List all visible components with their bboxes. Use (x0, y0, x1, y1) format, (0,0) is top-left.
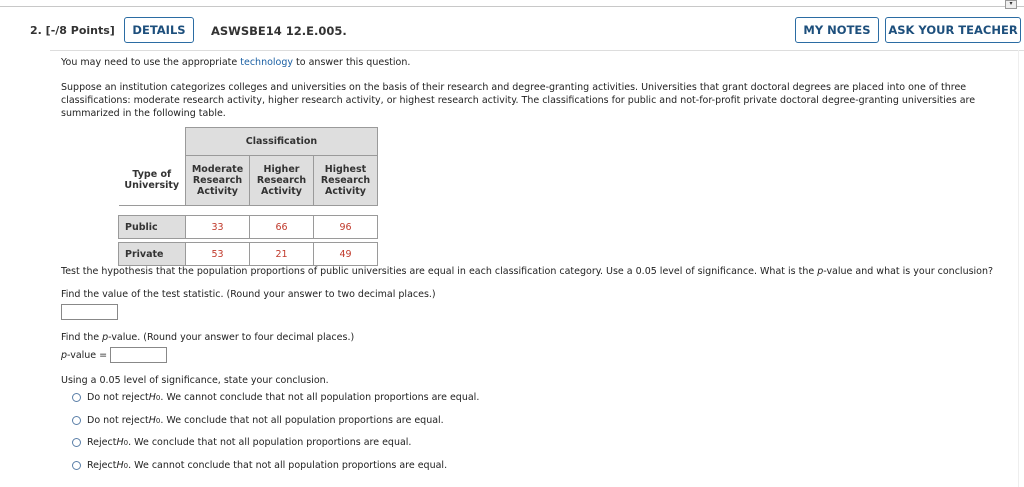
pvalue-input[interactable] (110, 347, 167, 363)
hypothesis-text: Test the hypothesis that the population proportions of public universities are equal in each classification category. Use a 0.05 level of significance. What is the p-value and what is your conclusion? (61, 266, 994, 277)
cell-value: 53 (186, 243, 250, 266)
table-row (119, 243, 378, 266)
conclusion-prompt: Using a 0.05 level of significance, state your conclusion. (61, 375, 329, 386)
test-statistic-prompt: Find the value of the test statistic. (Round your answer to two decimal places.) (61, 289, 436, 300)
pvalue-label: p-value = (61, 350, 108, 361)
option-reject-conclude[interactable]: Reject H 0 . We conclude that not all population proportions are equal. (72, 437, 411, 448)
cell-value: 21 (250, 243, 314, 266)
test-statistic-input[interactable] (61, 304, 118, 320)
cell-value: 66 (250, 216, 314, 239)
cell-value: 96 (314, 216, 378, 239)
cell-value: 49 (314, 243, 378, 266)
option-do-not-reject-conclude[interactable]: Do not reject H 0 . We conclude that not all population proportions are equal. (72, 415, 444, 426)
problem-description: Suppose an institution categorizes colleges and universities on the basis of their research and degree-granting activities. Universities that grant doctoral degrees are placed into one of three classifications: moderate research activity, higher research activity, or highest research activity. The classifications for public and not-for-profit private doctoral degree-granting universities are summarized in the following table. (61, 82, 976, 119)
technology-link[interactable]: technology (240, 57, 294, 68)
col-moderate-header: Moderate Research Activity (186, 156, 250, 206)
radio-button[interactable] (72, 416, 81, 425)
row-label-public: Public (119, 216, 186, 239)
question-points: 2. [-/8 Points] (30, 24, 115, 37)
option-reject-cannot[interactable]: Reject H 0 . We cannot conclude that not all population proportions are equal. (72, 460, 447, 471)
radio-button[interactable] (72, 438, 81, 447)
right-border (1018, 50, 1019, 487)
top-divider (0, 6, 1024, 7)
question-header (20, 17, 1024, 47)
classification-table (118, 127, 378, 266)
table-row (119, 216, 378, 239)
radio-button[interactable] (72, 393, 81, 402)
caret-down-icon: ▾ (1009, 0, 1013, 7)
ask-teacher-button[interactable]: ASK YOUR TEACHER (885, 17, 1021, 43)
my-notes-button[interactable]: MY NOTES (795, 17, 879, 43)
classification-header: Classification (186, 128, 378, 156)
row-label-private: Private (119, 243, 186, 266)
details-button[interactable]: DETAILS (124, 17, 194, 43)
col-highest-header: Highest Research Activity (314, 156, 378, 206)
radio-button[interactable] (72, 461, 81, 470)
type-of-university-header: Type of University (124, 169, 180, 192)
pvalue-prompt: Find the p-value. (Round your answer to four decimal places.) (61, 332, 355, 343)
cell-value: 33 (186, 216, 250, 239)
problem-code: ASWSBE14 12.E.005. (211, 24, 347, 38)
header-divider (50, 50, 1024, 51)
option-do-not-reject-cannot[interactable]: Do not reject H 0 . We cannot conclude that not all population proportions are equal. (72, 392, 479, 403)
intro-text: You may need to use the appropriate technology to answer this question. (61, 57, 411, 68)
collapse-toggle[interactable] (1005, 0, 1017, 9)
col-higher-header: Higher Research Activity (250, 156, 314, 206)
